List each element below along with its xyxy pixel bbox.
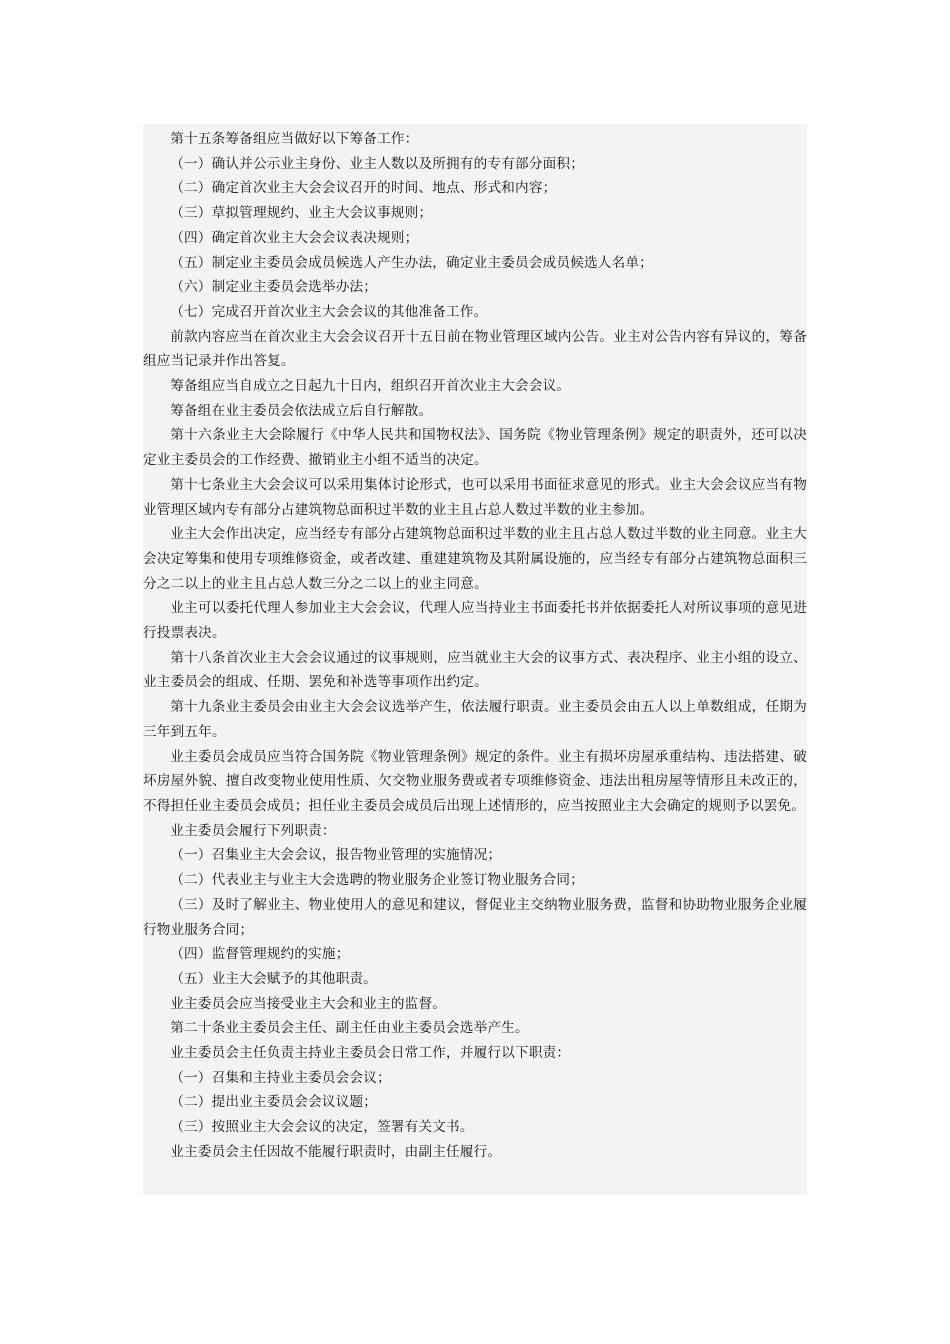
paragraph: 业主委员会履行下列职责： (170, 822, 336, 839)
paragraph-article-17: 第十七条业主大会会议可以采用集体讨论形式，也可以采用书面征求意见的形式。业主大会会议应当有物业管理区域内专有部分占建筑物总面积过半数的业主且占总人数过半数的业主参加。 (143, 476, 807, 518)
paragraph: 筹备组在业主委员会依法成立后自行解散。 (170, 402, 433, 419)
paragraph-article-19: 第十九条业主委员会由业主大会会议选举产生，依法履行职责。业主委员会由五人以上单数组成，任期为三年到五年。 (143, 699, 807, 740)
list-item: （三）及时了解业主、物业使用人的意见和建议，督促业主交纳物业服务费，监督和协助物业服务企业履行物业服务合同； (143, 896, 807, 938)
list-item: （三）按照业主大会会议的决定，签署有关文书。 (170, 1119, 474, 1136)
paragraph: 前款内容应当在首次业主大会会议召开十五日前在物业管理区域内公告。业主对公告内容有异议的，筹备组应当记录并作出答复。 (143, 328, 807, 370)
list-item: （二）提出业主委员会会议议题； (170, 1094, 378, 1111)
paragraph-article-15: 第十五条筹备组应当做好以下筹备工作： (170, 131, 419, 147)
list-item: （二）确定首次业主大会会议召开的时间、地点、形式和内容； (170, 180, 557, 197)
paragraph: 业主委员会成员应当符合国务院《物业管理条例》规定的条件。业主有损坏房屋承重结构、违法搭建、破坏房屋外貌、擅自改变物业使用性质、欠交物业服务费或者专项维修资金、违法出租房屋等情形且未改正的，不得担任业主委员会成员；担任业主委员会成员后出现上述情形的，应当按照业主大会确定的规则予以罢免。 (143, 748, 807, 814)
list-item: （五）业主大会赋予的其他职责。 (170, 970, 378, 987)
list-item: （七）完成召开首次业主大会会议的其他准备工作。 (170, 303, 488, 320)
list-item: （二）代表业主与业主大会选聘的物业服务企业签订物业服务合同； (170, 872, 584, 889)
paragraph-article-20: 第二十条业主委员会主任、副主任由业主委员会选举产生。 (170, 1020, 529, 1037)
paragraph: 业主大会作出决定，应当经专有部分占建筑物总面积过半数的业主且占总人数过半数的业主同意。业主大会决定筹集和使用专项维修资金，或者改建、重建建筑物及其附属设施的，应当经专有部分占建筑物总面积三分之二以上的业主且占总人数三分之二以上的业主同意。 (143, 526, 807, 592)
list-item: （四）确定首次业主大会会议表决规则； (170, 229, 419, 246)
paragraph: 业主委员会主任负责主持业主委员会日常工作，并履行以下职责： (170, 1045, 571, 1062)
list-item: （六）制定业主委员会选举办法； (170, 279, 378, 296)
document-text-block (143, 124, 807, 1195)
list-item: （一）召集和主持业主委员会会议； (170, 1069, 391, 1086)
list-item: （三）草拟管理规约、业主大会议事规则； (170, 205, 433, 222)
paragraph: 筹备组应当自成立之日起九十日内，组织召开首次业主大会会议。 (170, 378, 571, 395)
list-item: （一）召集业主大会会议，报告物业管理的实施情况； (170, 847, 502, 864)
list-item: （一）确认并公示业主身份、业主人数以及所拥有的专有部分面积； (170, 155, 584, 172)
paragraph-article-18: 第十八条首次业主大会会议通过的议事规则，应当就业主大会的议事方式、表决程序、业主小组的设立、业主委员会的组成、任期、罢免和补选等事项作出约定。 (143, 649, 807, 691)
list-item: （五）制定业主委员会成员候选人产生办法，确定业主委员会成员候选人名单； (170, 254, 653, 271)
paragraph: 业主可以委托代理人参加业主大会会议，代理人应当持业主书面委托书并依据委托人对所议事项的意见进行投票表决。 (143, 600, 807, 642)
paragraph: 业主委员会主任因故不能履行职责时，由副主任履行。 (170, 1143, 502, 1160)
paragraph: 业主委员会应当接受业主大会和业主的监督。 (170, 995, 447, 1012)
paragraph-article-16: 第十六条业主大会除履行《中华人民共和国物权法》、国务院《物业管理条例》规定的职责外，还可以决定业主委员会的工作经费、撤销业主小组不适当的决定。 (143, 427, 807, 469)
list-item: （四）监督管理规约的实施； (170, 946, 350, 963)
